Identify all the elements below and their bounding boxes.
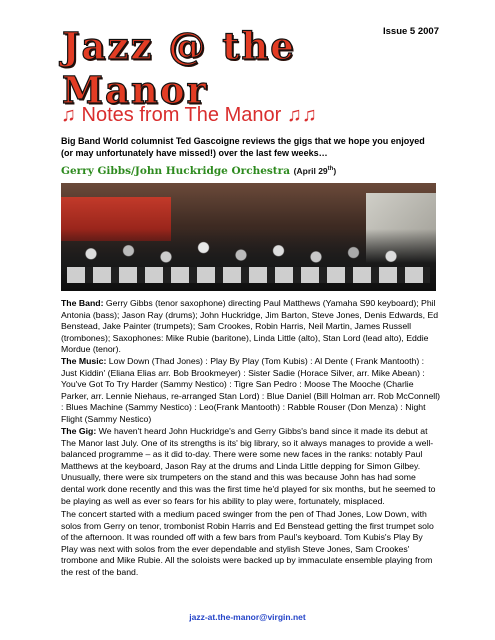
band-photo <box>61 183 436 291</box>
gig-title-text: Gerry Gibbs/John Huckridge Orchestra <box>61 165 290 177</box>
gig-paragraph <box>61 426 441 507</box>
band-paragraph <box>61 298 441 356</box>
concert-paragraph: The concert started with a medium paced swinger from the pen of Thad Jones, Low Down, with solos from Gerry on tenor, trombonist Robin Harris and Ed Benstead getting the first trumpet solo of the afternoon. It was rounded off with a few bars from Paul's keyboard. Tom Kubis's Play By Play was next with solos from the ever dependable and stylish Steve Jones, Sam Crookes' trombone and Mike Rubie. All the soloists were backed up by immaculate ensemble playing from the rest of the band. <box>61 509 434 577</box>
music-text: Low Down (Thad Jones) : Play By Play (Tom Kubis) : Al Dente ( Frank Mantooth) : Just Kiddin' (Eliana Elias arr. Bob Brookmeyer) : Sister Sadie (Horace Silver, arr. Mike Abean) : You've Got To Try Harder (Sammy Nestico) : Tigre San Pedro : Moose The Mooche (Charlie Parker, arr. Lennie Niehaus, re-arranged Stan Lord) : Blue Daniel (Bill Holman arr. Rob McConnell) : Blues Machine (Sammy Nestico) : Leo(Frank Mantooth) : Rabble Rouser (Don Menza) : Night Flight (Sammy Nestico) <box>61 356 441 424</box>
photo-music-stands <box>67 267 430 283</box>
band-label: The Band: <box>61 298 104 308</box>
masthead-text: Jazz @ the Manor <box>62 24 296 112</box>
lede-paragraph: Big Band World columnist Ted Gascoigne reviews the gigs that we hope you enjoyed (or may unfortunately have missed!) over the last few weeks… <box>61 136 425 158</box>
music-paragraph <box>61 356 441 426</box>
gig-date: (April 29th) <box>293 166 337 176</box>
footer-email[interactable]: jazz-at.the-manor@virgin.net <box>189 612 306 622</box>
notes-heading: ♫ Notes from The Manor ♫♫ <box>61 104 317 126</box>
issue-label: Issue 5 2007 <box>383 26 439 37</box>
gig-text: We haven't heard John Huckridge's and Gerry Gibbs's band since it made its debut at The Manor last July. One of its strengths is its' big library, so it always manages to provide a well-balanced programme – as it did to-day. There were some new faces in the ranks: notably Paul Matthews at the keyboard, Jason Ray at the drums and Linda Little depping for Simon Gilbey. Unusually, there were six trumpeters on the stand and this was because John has had some dental work done recently and this was the first time he'd played for six months, but he seemed to be playing as well as ever so fears for his ability to play were, fortunately, misplaced. <box>61 426 436 506</box>
gig-label: The Gig: <box>61 426 97 436</box>
music-label: The Music: <box>61 356 107 366</box>
gig-title <box>61 165 441 177</box>
band-text: Gerry Gibbs (tenor saxophone) directing Paul Matthews (Yamaha S90 keyboard); Phil Antonia (bass); Jason Ray (drums); John Huckridge, Jim Barton, Steve Jones, Denis Edwards, Ed Benstead, Jake Painter (trumpets); Sam Crookes, Robin Harris, Neil Martin, James Russell (trombones); Saxophones: Mike Rubie (baritone), Linda Little (alto), Stan Lord (lead alto), Eddie Mordue (tenor). <box>61 298 439 355</box>
